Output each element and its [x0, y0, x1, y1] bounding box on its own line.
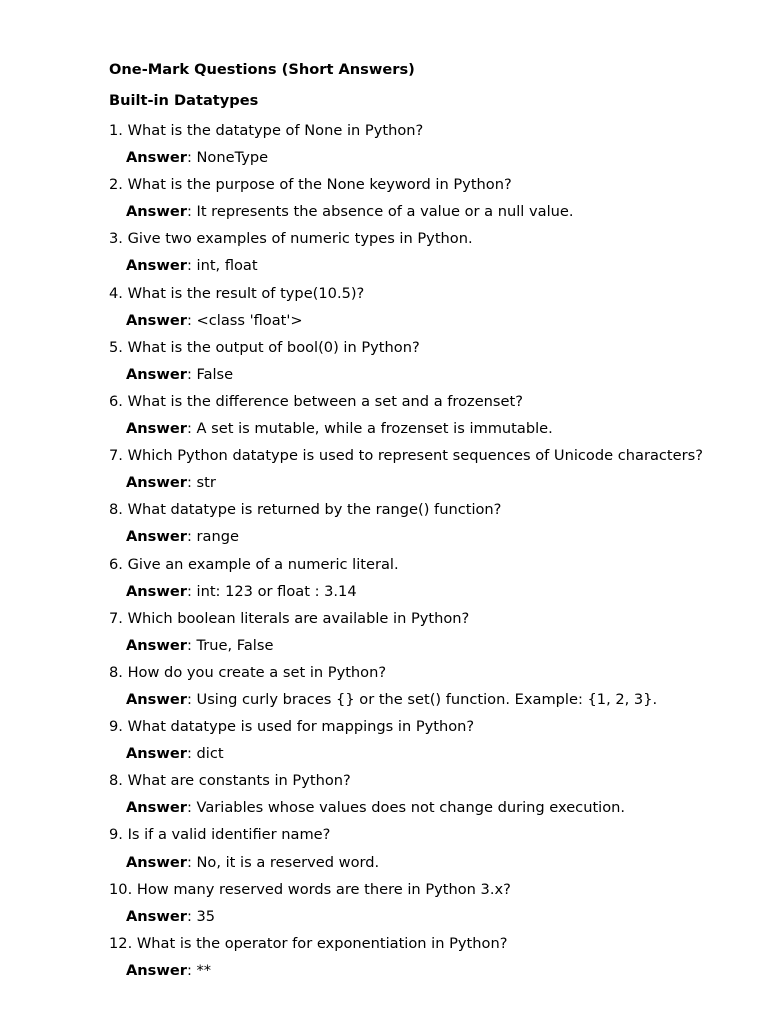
answer-label: Answer — [126, 149, 187, 167]
question-line — [109, 934, 749, 954]
answer-text: : True, False — [186, 636, 274, 654]
question-text: What is the output of bool(0) in Python? — [127, 338, 420, 356]
question-text: What datatype is returned by the range() function? — [127, 501, 502, 519]
question-text: Which boolean literals are available in Python? — [127, 609, 470, 627]
question-number: 6. — [109, 392, 123, 410]
answer-label: Answer — [126, 203, 187, 221]
question-line — [109, 609, 749, 629]
answer-label: Answer — [126, 799, 187, 817]
question-line — [109, 555, 749, 575]
answer-line — [109, 365, 749, 385]
answer-text: : It represents the absence of a value or a null value. — [186, 203, 574, 221]
question-text: Give two examples of numeric types in Python. — [127, 230, 473, 248]
question-text: What is the purpose of the None keyword in Python? — [127, 176, 512, 194]
answer-text: : ** — [186, 961, 212, 979]
answer-label: Answer — [126, 582, 187, 600]
page-title: One-Mark Questions (Short Answers) — [109, 61, 415, 78]
answer-line — [109, 636, 749, 656]
question-number: 10. — [109, 880, 133, 898]
question-number: 7. — [109, 447, 123, 465]
question-line — [109, 825, 749, 845]
list-item — [109, 229, 749, 276]
list-item — [109, 771, 749, 818]
section-heading: Built-in Datatypes — [109, 92, 259, 109]
question-number: 12. — [109, 934, 133, 952]
answer-text: : dict — [186, 745, 224, 763]
question-text: How many reserved words are there in Python 3.x? — [136, 880, 511, 898]
question-line — [109, 663, 749, 683]
answer-text: : False — [186, 365, 234, 383]
answer-label: Answer — [126, 257, 187, 275]
answer-label: Answer — [126, 365, 187, 383]
answer-label: Answer — [126, 311, 187, 329]
answer-line — [109, 527, 749, 547]
answer-text: : range — [186, 528, 239, 546]
question-number: 7. — [109, 609, 123, 627]
answer-line — [109, 853, 749, 873]
question-line — [109, 175, 749, 195]
question-text: Is if a valid identifier name? — [127, 826, 331, 844]
answer-line — [109, 690, 749, 710]
question-text: Give an example of a numeric literal. — [127, 555, 399, 573]
answer-label: Answer — [126, 690, 187, 708]
answer-label: Answer — [126, 528, 187, 546]
document-page — [109, 60, 749, 988]
answer-text: : int, float — [186, 257, 258, 275]
question-text: What is the operator for exponentiation in Python? — [136, 934, 508, 952]
question-line — [109, 880, 749, 900]
question-line — [109, 229, 749, 249]
answer-line — [109, 798, 749, 818]
question-text: What is the difference between a set and a frozenset? — [127, 392, 523, 410]
question-number: 8. — [109, 772, 123, 790]
list-item — [109, 609, 749, 656]
question-number: 6. — [109, 555, 123, 573]
question-text: What is the result of type(10.5)? — [127, 284, 365, 302]
answer-line — [109, 202, 749, 222]
list-item — [109, 446, 749, 493]
list-item — [109, 934, 749, 981]
answer-text: : str — [186, 474, 216, 492]
answer-line — [109, 961, 749, 981]
question-line — [109, 121, 749, 141]
question-number: 5. — [109, 338, 123, 356]
list-item — [109, 555, 749, 602]
answer-label: Answer — [126, 420, 187, 438]
list-item — [109, 284, 749, 331]
answer-label: Answer — [126, 961, 187, 979]
answer-label: Answer — [126, 745, 187, 763]
question-text: Which Python datatype is used to represent sequences of Unicode characters? — [127, 447, 703, 465]
list-item — [109, 338, 749, 385]
list-item — [109, 880, 749, 927]
answer-line — [109, 907, 749, 927]
question-line — [109, 771, 749, 791]
list-item — [109, 663, 749, 710]
list-item — [109, 121, 749, 168]
question-number: 8. — [109, 663, 123, 681]
question-text: What is the datatype of None in Python? — [127, 122, 424, 139]
question-line — [109, 392, 749, 412]
answer-text: : No, it is a reserved word. — [186, 853, 380, 871]
answer-label: Answer — [126, 907, 187, 925]
question-number: 1. — [109, 122, 123, 139]
question-number: 2. — [109, 176, 123, 194]
answer-text: : Variables whose values does not change during execution. — [186, 799, 626, 817]
list-item — [109, 825, 749, 872]
answer-text: : A set is mutable, while a frozenset is immutable. — [186, 420, 553, 438]
answer-line — [109, 419, 749, 439]
list-item — [109, 500, 749, 547]
question-text: How do you create a set in Python? — [127, 663, 387, 681]
question-line — [109, 446, 749, 466]
answer-line — [109, 473, 749, 493]
answer-text: : <class 'float'> — [186, 311, 303, 329]
question-line — [109, 338, 749, 358]
answer-text: : NoneType — [186, 149, 269, 167]
answer-text: : int: 123 or float : 3.14 — [186, 582, 357, 600]
list-item — [109, 392, 749, 439]
answer-line — [109, 582, 749, 602]
answer-line — [109, 148, 749, 168]
answer-text: : 35 — [186, 907, 216, 925]
list-item — [109, 175, 749, 222]
question-text: What datatype is used for mappings in Python? — [127, 718, 475, 736]
question-number: 4. — [109, 284, 123, 302]
question-number: 9. — [109, 718, 123, 736]
answer-label: Answer — [126, 853, 187, 871]
answer-label: Answer — [126, 636, 187, 654]
question-line — [109, 284, 749, 304]
answer-line — [109, 744, 749, 764]
question-list — [109, 121, 749, 981]
question-number: 3. — [109, 230, 123, 248]
question-number: 8. — [109, 501, 123, 519]
question-line — [109, 500, 749, 520]
answer-label: Answer — [126, 474, 187, 492]
answer-line — [109, 256, 749, 276]
answer-text: : Using curly braces {} or the set() function. Example: {1, 2, 3}. — [186, 690, 658, 708]
question-line — [109, 717, 749, 737]
question-number: 9. — [109, 826, 123, 844]
answer-line — [109, 311, 749, 331]
question-text: What are constants in Python? — [127, 772, 351, 790]
list-item — [109, 717, 749, 764]
